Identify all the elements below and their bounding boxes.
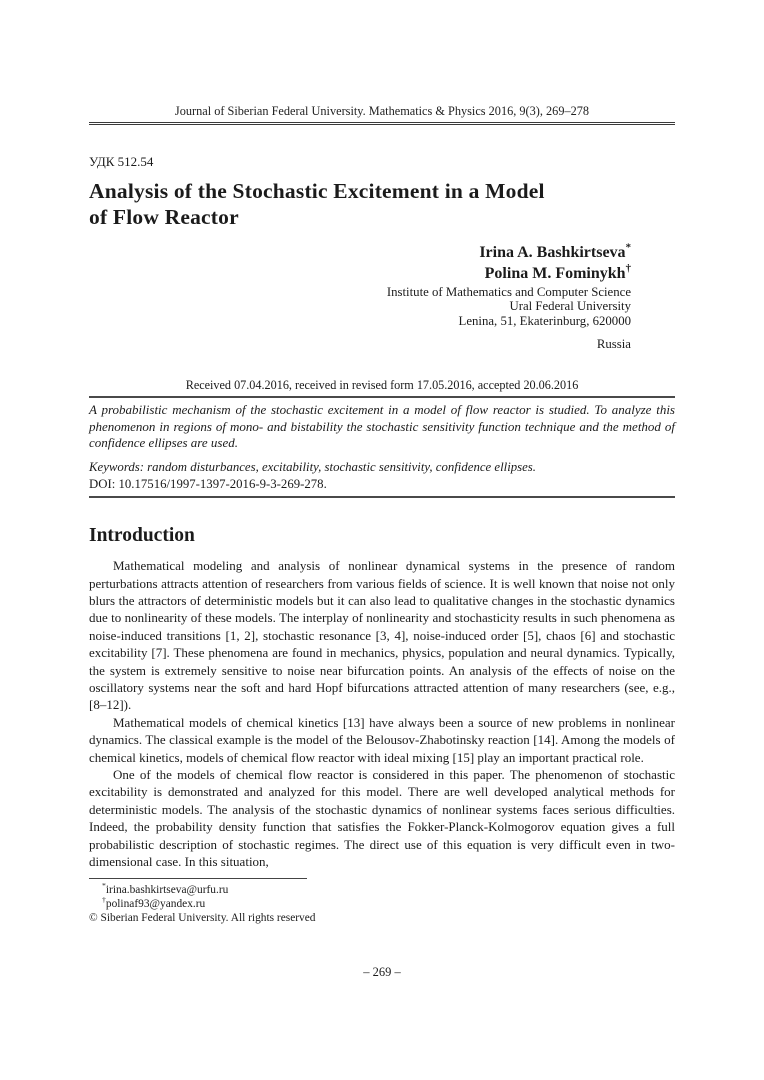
author-name-2	[89, 263, 631, 285]
paragraph-3: One of the models of chemical flow reactor is considered in this paper. The phenomenon of stochastic excitability is demonstrated and analyzed for this model. There are well developed analytical methods for deterministic models. The analysis of the stochastic dynamics of nonlinear systems faces serious difficulties. Indeed, the probability density function that satisfies the Fokker-Planck-Kolmogorov equation gives a full probabilistic description of stochastic regimes. The direct use of this equation is very difficult even in two-dimensional case. In this situation,	[89, 767, 675, 870]
page-number: – 269 –	[363, 965, 401, 979]
received-dates: Received 07.04.2016, received in revised form 17.05.2016, accepted 20.06.2016	[185, 377, 579, 392]
footnote-1-mark: *	[102, 880, 106, 890]
author-block	[89, 242, 675, 352]
introduction-body	[89, 557, 675, 870]
affiliation-institute: Institute of Mathematics and Computer Science	[386, 284, 631, 299]
footnote-2-mark: †	[102, 894, 106, 904]
article-title-line2: of Flow Reactor	[89, 205, 239, 229]
footnote-email-1	[89, 880, 675, 897]
footnote-rule	[89, 878, 307, 879]
running-head: Journal of Siberian Federal University. Mathematics & Physics 2016, 9(3), 269–278	[174, 104, 590, 118]
paragraph-2: Mathematical models of chemical kinetics [13] have always been a source of new problems in nonlinear dynamics. The classical example is the model of the Belousov-Zhabotinsky reaction [14]. Among the models of chemical kinetics, models of chemical flow reactor with ideal mixing [15] play an important practical role.	[89, 714, 675, 765]
udc-code: УДК 512.54	[89, 153, 154, 169]
affiliation-university: Ural Federal University	[509, 299, 631, 314]
author-1-name: Irina A. Bashkirtseva	[479, 243, 626, 261]
affiliation-country: Russia	[596, 336, 631, 351]
doi-line: DOI: 10.17516/1997-1397-2016-9-3-269-278.	[89, 476, 327, 491]
footnotes-block	[89, 878, 675, 925]
header-rule	[89, 122, 675, 125]
author-2-footnote-mark: †	[625, 262, 631, 275]
footnote-email-2	[89, 894, 675, 911]
article-title-line1: Analysis of the Stochastic Excitement in a Model	[89, 178, 545, 203]
author-2-name: Polina M. Fominykh	[484, 265, 626, 282]
article-title	[89, 178, 675, 231]
abstract-text: A probabilistic mechanism of the stochastic excitement in a model of flow reactor is studied. To analyze this phenomenon in regions of mono- and bistability the stochastic sensitivity function technique and the method of confidence ellipses are used.	[89, 402, 675, 451]
author-1-footnote-mark: *	[625, 241, 631, 254]
affiliation-address: Lenina, 51, Ekaterinburg, 620000	[458, 314, 631, 329]
paragraph-1: Mathematical modeling and analysis of nonlinear dynamical systems in the presence of random perturbations attracts attention of researchers from various fields of science. It is well known that noise not only blurs the attractors of deterministic models but it can also lead to qualitative changes in the stochastic dynamics due to nonlinearity of these models. The interplay of nonlinearity and stochasticity results in such phenomena as noise-induced transitions [1, 2], stochastic resonance [3, 4], noise-induced order [5], chaos [6] and stochastic excitability [7]. These phenomena are found in mechanics, physics, population and neural dynamics. Typically, the system is extremely sensitive to noise near bifurcation points. An analysis of the effects of noise on the oscillatory systems near the soft and hard Hopf bifurcations attracted attention of many researchers (see, e.g., [8–12]).	[89, 558, 675, 713]
copyright-line: © Siberian Federal University. All rights reserved	[89, 911, 316, 924]
footnote-1-text: irina.bashkirtseva@urfu.ru	[105, 883, 229, 896]
abstract-bottom-rule	[89, 496, 675, 499]
footnote-2-text: polinaf93@yandex.ru	[105, 897, 206, 910]
abstract-top-rule	[89, 396, 675, 399]
keywords-line: Keywords: random disturbances, excitability, stochastic sensitivity, confidence ellipses.	[89, 459, 536, 474]
section-heading-introduction: Introduction	[89, 525, 195, 547]
page-content	[0, 104, 764, 925]
author-name-1	[89, 242, 631, 264]
